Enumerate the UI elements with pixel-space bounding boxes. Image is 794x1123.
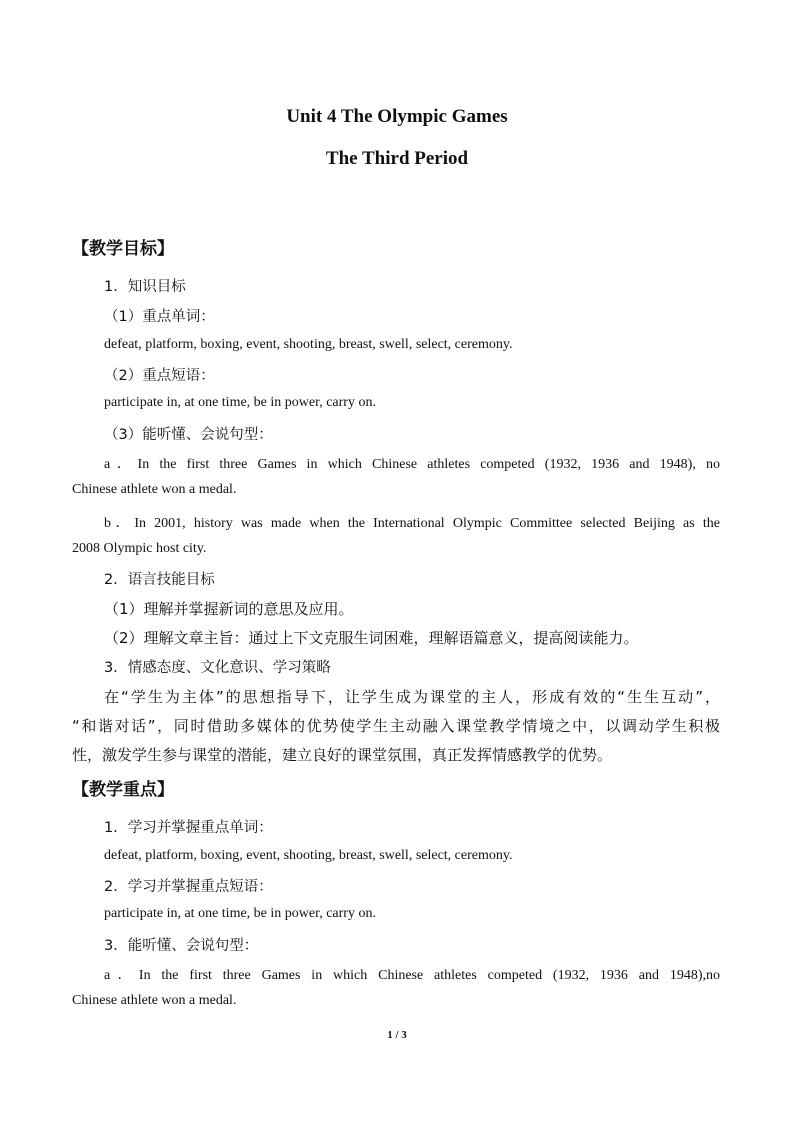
keypoint-words-list: defeat, platform, boxing, event, shooting, breast, swell, select, ceremony. xyxy=(104,848,513,863)
objective-paragraph-line3: 性，激发学生参与课堂的潜能，建立良好的课堂氛围，真正发挥情感教学的优势。 xyxy=(72,746,613,764)
section-heading-keypoints: 【教学重点】 xyxy=(72,780,174,800)
keypoint-sentence-a-line2: Chinese athlete won a medal. xyxy=(72,993,237,1008)
page-number: 1 / 3 xyxy=(387,1029,407,1041)
objective-item-attitude: 3．情感态度、文化意识、学习策略 xyxy=(104,660,331,676)
keypoint-sentence-a-line1: a．In the first three Games in which Chinese athletes competed (1932, 1936 and 1948),no xyxy=(104,968,720,983)
objective-item-skills: 2．语言技能目标 xyxy=(104,572,215,588)
objective-paragraph-line2: “和谐对话”，同时借助多媒体的优势使学生主动融入课堂教学情境之中，以调动学生积极 xyxy=(72,717,720,735)
document-title: Unit 4 The Olympic Games xyxy=(286,106,508,127)
objective-sentence-b-line2: 2008 Olympic host city. xyxy=(72,541,207,556)
keypoint-item-phrases: 2．学习并掌握重点短语： xyxy=(104,879,273,895)
objective-sub-sentences: （3）能听懂、会说句型： xyxy=(104,427,273,443)
objective-sentence-b-line1: b．In 2001, history was made when the International Olympic Committee selected Beijing as the xyxy=(104,516,720,531)
document-subtitle: The Third Period xyxy=(325,148,469,169)
keypoint-phrases-list: participate in, at one time, be in power, carry on. xyxy=(104,906,376,921)
objective-phrases-list: participate in, at one time, be in power, carry on. xyxy=(104,395,376,410)
objective-sentence-a-line2: Chinese athlete won a medal. xyxy=(72,482,237,497)
keypoint-item-words: 1．学习并掌握重点单词： xyxy=(104,820,273,836)
section-heading-objectives: 【教学目标】 xyxy=(72,239,174,259)
objective-skill-2: （2）理解文章主旨：通过上下文克服生词困难，理解语篇意义，提高阅读能力。 xyxy=(104,629,639,647)
objective-words-list: defeat, platform, boxing, event, shooting, breast, swell, select, ceremony. xyxy=(104,337,513,352)
keypoint-item-sentences: 3．能听懂、会说句型： xyxy=(104,938,259,954)
objective-skill-1: （1）理解并掌握新词的意思及应用。 xyxy=(104,600,354,618)
objective-item-knowledge: 1．知识目标 xyxy=(104,279,186,295)
objective-sentence-a-line1: a．In the first three Games in which Chinese athletes competed (1932, 1936 and 1948), no xyxy=(104,457,720,472)
objective-sub-phrases: （2）重点短语： xyxy=(104,368,215,384)
objective-sub-words: （1）重点单词： xyxy=(104,309,215,325)
objective-paragraph-line1: 在“学生为主体”的思想指导下，让学生成为课堂的主人，形成有效的“生生互动”， xyxy=(104,688,720,706)
